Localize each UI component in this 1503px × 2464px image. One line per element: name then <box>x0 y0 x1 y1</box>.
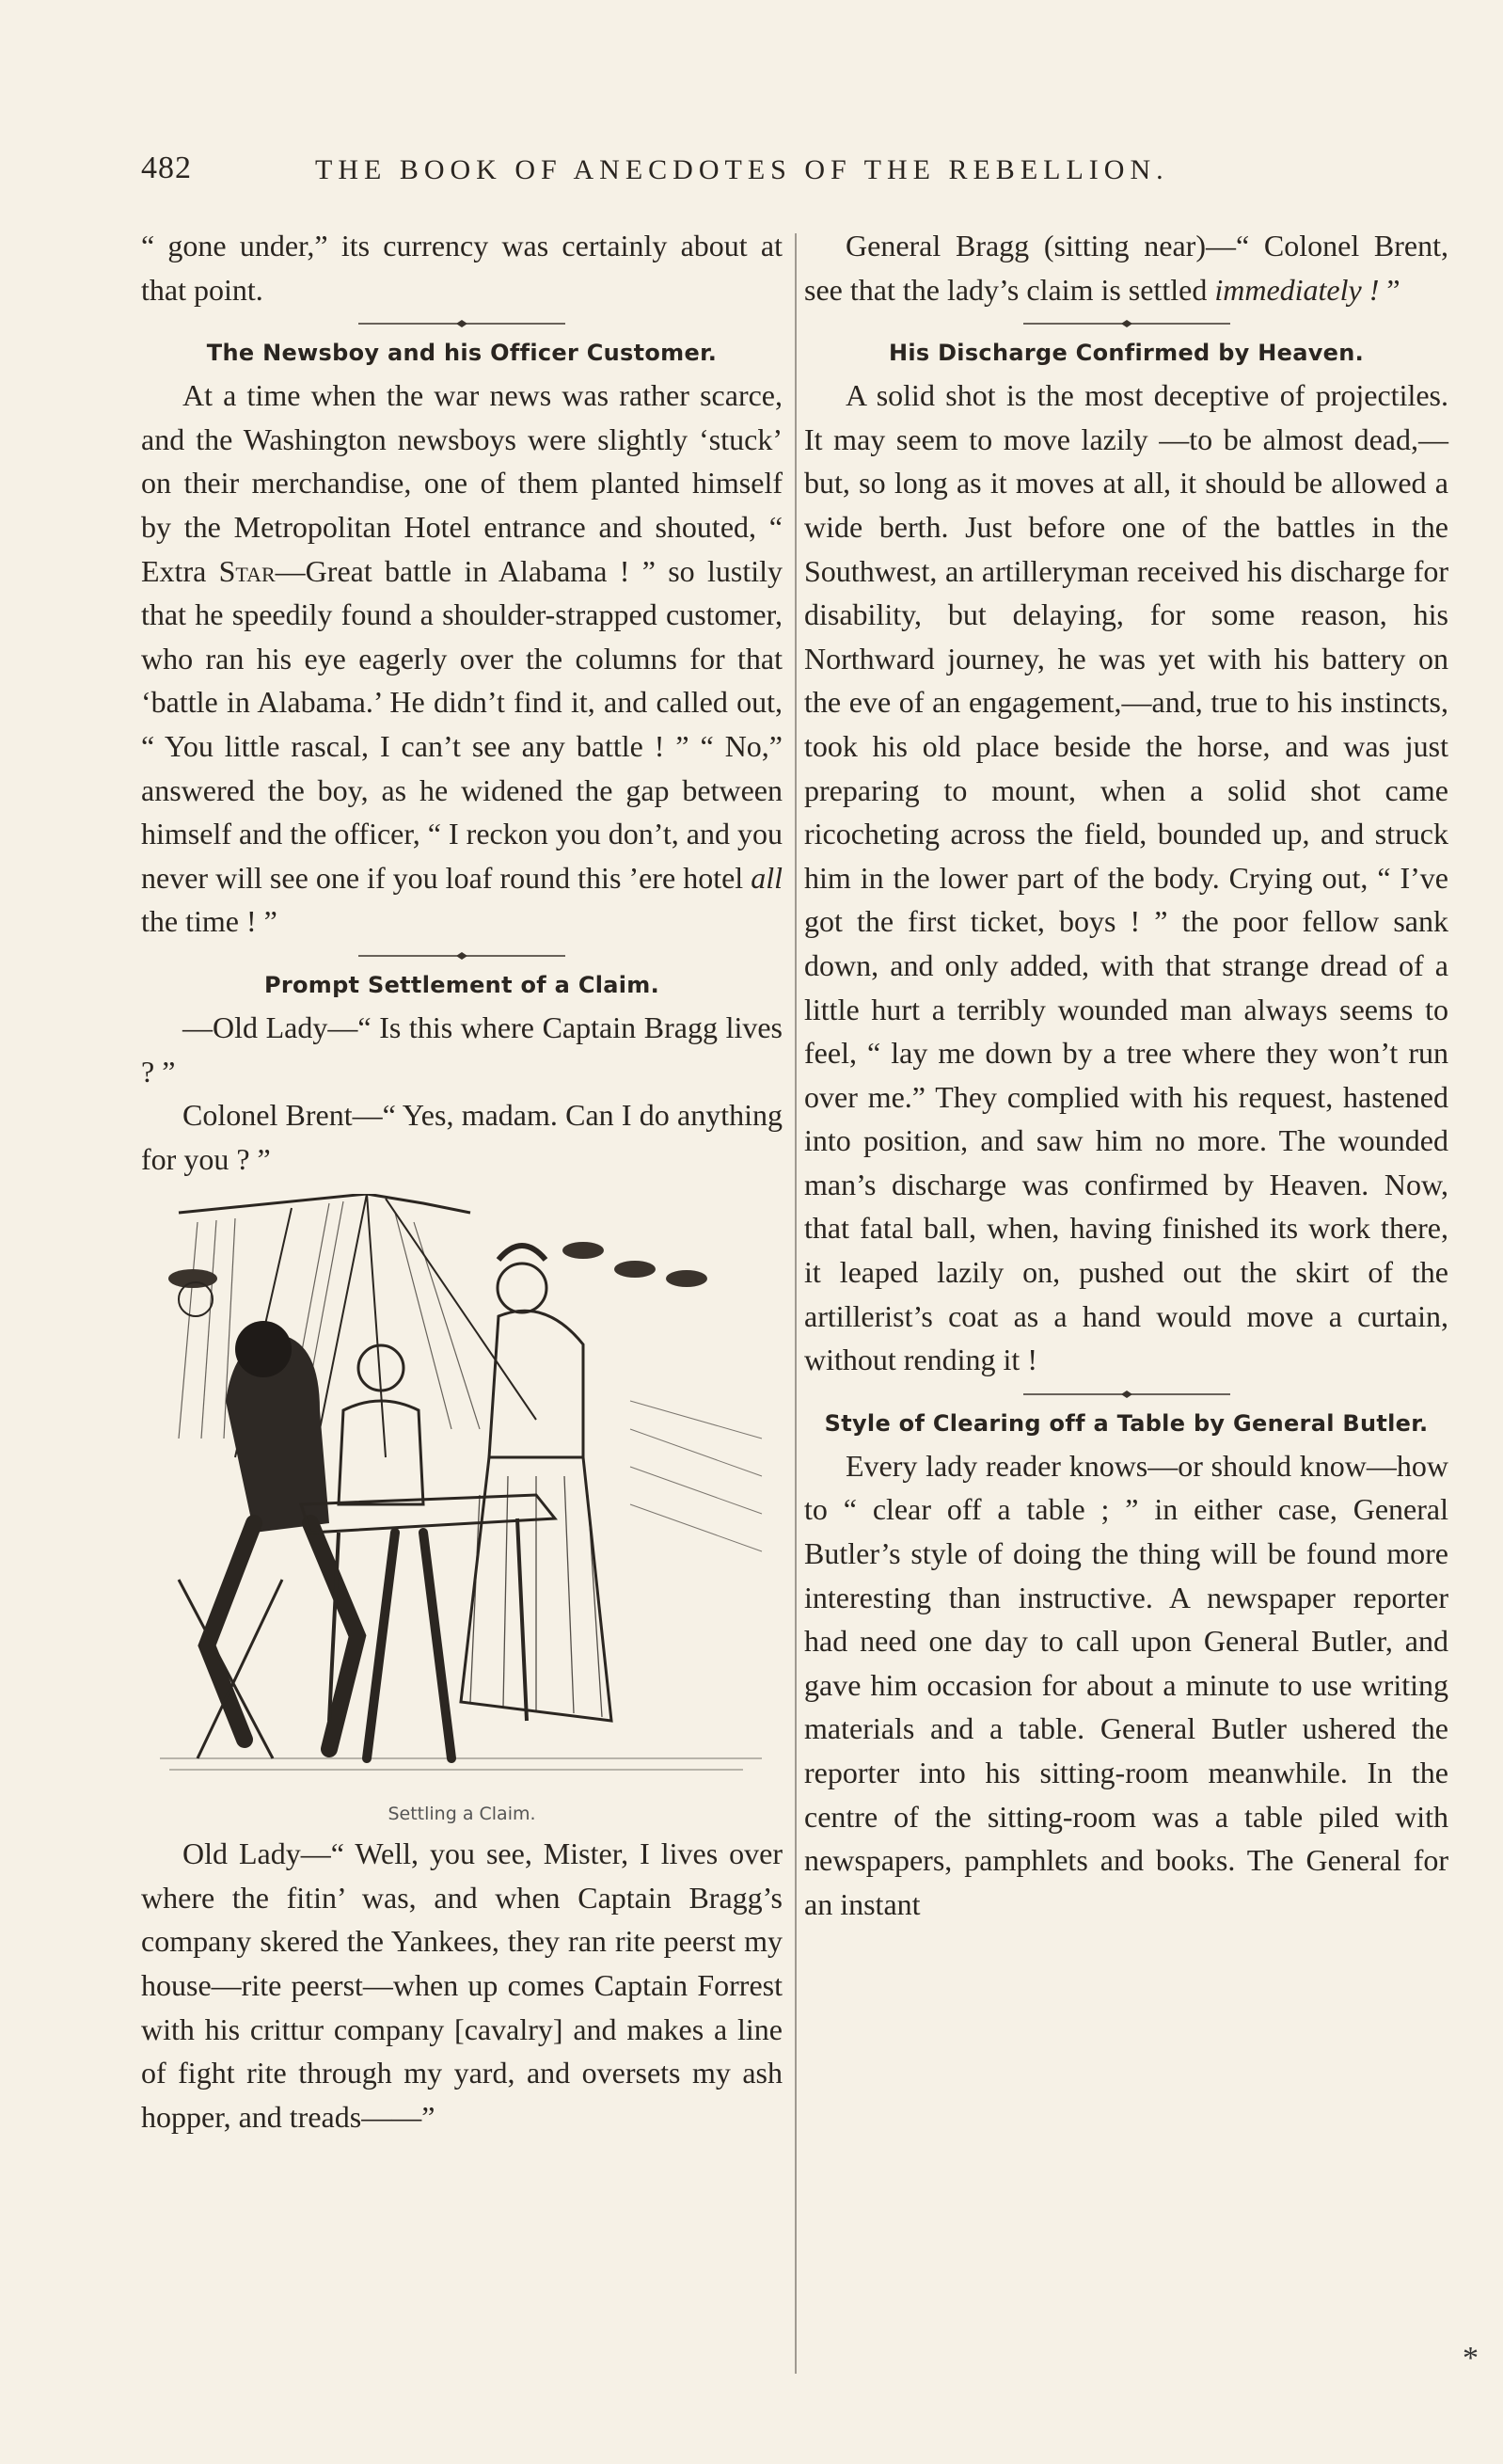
section-divider <box>358 317 565 330</box>
claim-paragraph-3: Old Lady—“ Well, you see, Mister, I lives over where the fitin’ was, and when Captain Bragg’s company skered the Yankees, they ran rite peerst my house—rite peerst—when up comes Captain Forrest with his crittur company [cavalry] and makes a line of fight rite through my yard, and oversets my ash hopper, and treads——” <box>141 1836 783 2134</box>
running-head <box>141 151 1298 198</box>
butler-heading: Style of Clearing off a Table by General Butler. <box>824 1409 1429 1437</box>
newsboy-text-b: —Great battle in Alabama ! ” so lustily that he speedily found a shoulder-strapped customer, who ran his eye eagerly over the columns for that ‘battle in Alabama.’ He didn’t find it, and called out, “ You little rascal, I can’t see any battle ! ” “ No,” answered the boy, as he widened the gap between himself and the officer, “ I reckon you don’t, and you never will see one if you loaf round this ’ere hotel <box>141 553 783 895</box>
figure-caption: Settling a Claim. <box>388 1804 536 1825</box>
discharge-paragraph: A solid shot is the most deceptive of projectiles. It may seem to move lazily —to be almost dead,—but, so long as it moves at all, it should be allowed a wide berth. Just before one of the battles in the Southwest, an artilleryman received his discharge for disability, but delaying, for some reason, his Northward journey, he was yet with his battery on the eve of an engagement,—and, true to his instincts, took his old place beside the horse, and was just preparing to mount, when a solid shot came ricocheting across the field, bounded up, and struck him in the lower part of the body. Crying out, “ I’ve got the first ticket, boys ! ” the poor fellow sank down, and only added, with that strange dread of a little hurt a terribly wounded man always seems to feel, “ lay me down by a tree where they won’t run over me.” They complied with his request, hastened into position, and saw him no more. The wounded man’s discharge was confirmed by Heaven. Now, that fatal ball, when, having finished its work there, it leaped lazily on, pushed out the skirt of the artillerist’s coat as a hand would move a curtain, without rending it ! <box>804 378 1448 1377</box>
claim-end-emphasis: immediately ! <box>1214 272 1380 307</box>
column-rule <box>795 233 797 2374</box>
claim-end-text: General Bragg (sitting near)—“ Colonel Brent, see that the lady’s claim is settled <box>804 229 1448 307</box>
claim-heading: Prompt Settlement of a Claim. <box>263 971 660 998</box>
continued-paragraph: “ gone under,” its currency was certainly about at that point. <box>141 229 783 307</box>
right-column <box>804 224 1448 1926</box>
claim-paragraph-2: Colonel Brent—“ Yes, madam. Can I do anything for you ? ” <box>141 1098 783 1176</box>
newsboy-text-a: At a time when the war news was rather scarce, and the Washington newsboys were slightly ‘stuck’ on their merchandise, one of them planted himself by the Metropolitan Hotel entrance and shouted, “ Extra <box>141 378 783 588</box>
running-title: THE BOOK OF ANECDOTES OF THE REBELLION. <box>315 154 1169 185</box>
illustration-settling-a-claim <box>141 1194 783 1828</box>
discharge-heading: His Discharge Confirmed by Heaven. <box>888 340 1365 367</box>
left-column <box>141 224 783 2138</box>
claim-conclusion-paragraph <box>804 224 1448 311</box>
newsboy-paragraph <box>141 374 783 944</box>
margin-mark: * <box>1463 2341 1479 2376</box>
page-number: 482 <box>141 151 192 185</box>
claim-paragraph-1: —Old Lady—“ Is this where Captain Bragg lives ? ” <box>141 1009 783 1089</box>
butler-paragraph: Every lady reader knows—or should know—how to “ clear off a table ; ” in either case, General Butler’s style of doing the thing will be found more interesting than instructive. A newspaper reporter had need one day to call upon General Butler, and gave him occasion for about a minute to use writing materials and a table. General Butler ushered the reporter into his sitting-room meanwhile. In the centre of the sitting-room was a table piled with newspapers, pamphlets and books. The General for an instant <box>804 1448 1448 1921</box>
engraving-image <box>141 1194 783 1796</box>
section-divider <box>1023 317 1230 330</box>
newsboy-heading: The Newsboy and his Officer Customer. <box>206 340 718 367</box>
section-divider <box>1023 1388 1230 1401</box>
newsboy-text-c: the time ! ” <box>141 904 277 939</box>
newsboy-emphasis: all <box>751 860 783 895</box>
newsboy-star: Star <box>218 553 276 588</box>
claim-end-close: ” <box>1379 272 1400 307</box>
section-divider <box>358 949 565 962</box>
